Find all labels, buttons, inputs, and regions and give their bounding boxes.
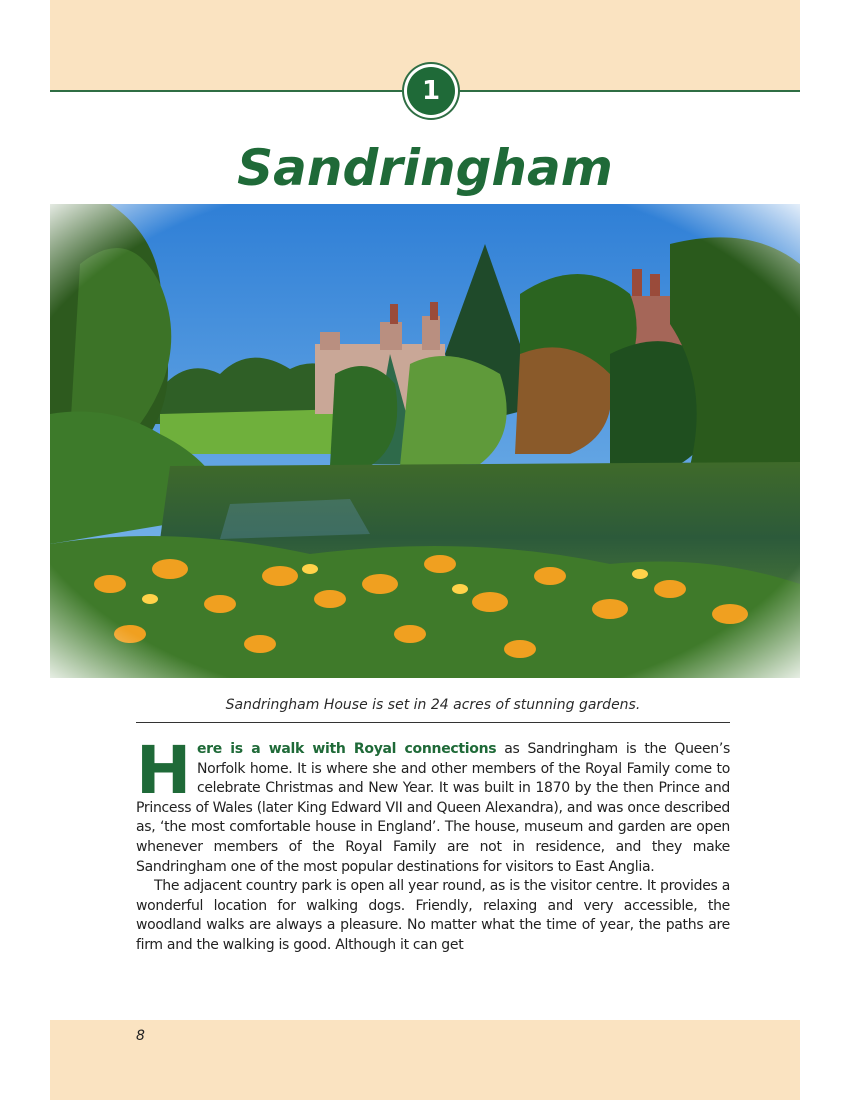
caption-rule [136,722,730,723]
page-number: 8 [136,1028,145,1044]
article-body [136,732,731,956]
chapter-number-badge: 1 [407,67,455,115]
drop-cap: H [136,732,191,809]
photo-caption: Sandringham House is set in 24 acres of stunning gardens. [225,697,641,713]
page-title: Sandringham [237,139,613,197]
lead-in: ere is a walk with Royal connections [196,741,497,757]
paragraph-1-text: as Sandringham is the Queen’s Norfolk home. It is where she and other members of the Royal Family come to celebrate Christmas and New Year. It was built in 1870 by the then Prince and Princess of Wales (later King Edward VII and Queen Alexandra), and was once described as, ‘the most comfortable house in England’. The house, museum and garden are open whenever members of the Royal Family are not in residence, and they make Sandringham one of the most popular destinations for visitors to East Anglia. [136,741,731,875]
paragraph-1 [136,732,731,877]
footer-band [50,1020,800,1100]
paragraph-2: The adjacent country park is open all year round, as is the visitor centre. It provides a wonderful location for walking dogs. Friendly, relaxing and very accessible, the woodland walks are always a pleasure. No matter what the time of year, the paths are firm and the walking is good. Although it can get [136,878,730,953]
sandringham-photo [50,204,800,678]
